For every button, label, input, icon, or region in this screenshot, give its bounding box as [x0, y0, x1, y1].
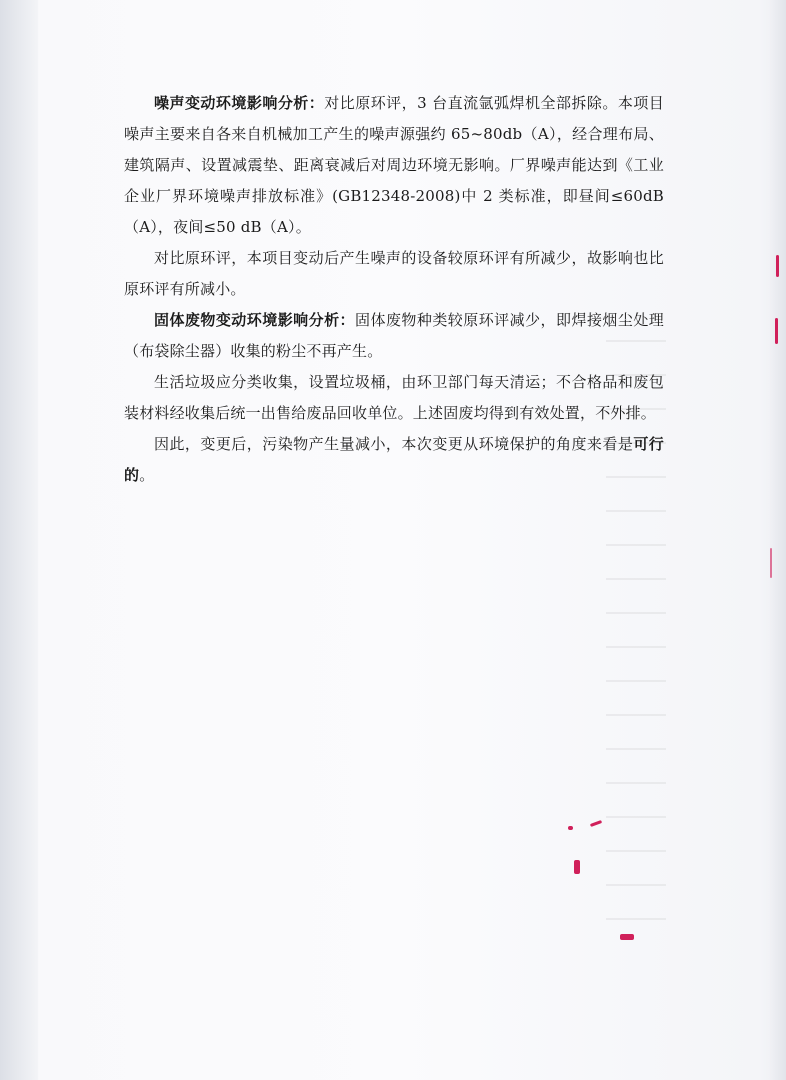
paragraph-noise-comparison	[124, 243, 664, 305]
paragraph-text: 固体废物种类较原环评减少，即焊接烟尘处理（布袋除尘器）收集的粉尘不再产生。	[124, 311, 664, 360]
ink-mark	[775, 318, 778, 344]
paragraph-noise-analysis	[124, 88, 664, 243]
ink-mark	[620, 934, 634, 940]
binding-edge	[0, 0, 38, 1080]
paragraph-conclusion	[124, 429, 664, 491]
paragraph-text: 因此，变更后，污染物产生量减小，本次变更从环境保护的角度来看是	[154, 435, 634, 453]
heading-noise: 噪声变动环境影响分析：	[154, 94, 325, 112]
page-right-edge	[770, 0, 786, 1080]
paragraph-garbage-handling	[124, 367, 664, 429]
paragraph-solid-waste-analysis	[124, 305, 664, 367]
body-text	[124, 88, 664, 491]
paragraph-text: 对比原环评，本项目变动后产生噪声的设备较原环评有所减少，故影响也比原环评有所减小。	[124, 249, 664, 298]
conclusion-feasible: 可行的	[124, 435, 664, 484]
ink-mark	[590, 820, 602, 827]
paragraph-text: 生活垃圾应分类收集，设置垃圾桶，由环卫部门每天清运；不合格品和废包装材料经收集后统一出售给废品回收单位。上述固废均得到有效处置，不外排。	[124, 373, 664, 422]
ink-mark	[776, 255, 779, 277]
paragraph-text: 对比原环评，3 台直流氩弧焊机全部拆除。本项目噪声主要来自各来自机械加工产生的噪声源强约 65~80db（A），经合理布局、建筑隔声、设置减震垫、距离衰减后对周边环境无影响。厂界噪声能达到《工业企业厂界环境噪声排放标准》(GB12348-2008)中 2 类标准，即昼间≤60dB（A），夜间≤50 dB（A）。	[124, 94, 665, 236]
ink-mark	[574, 860, 580, 874]
ink-mark	[568, 826, 573, 830]
heading-solid-waste: 固体废物变动环境影响分析：	[154, 311, 356, 329]
ink-mark	[770, 548, 772, 578]
conclusion-period: 。	[139, 466, 155, 484]
